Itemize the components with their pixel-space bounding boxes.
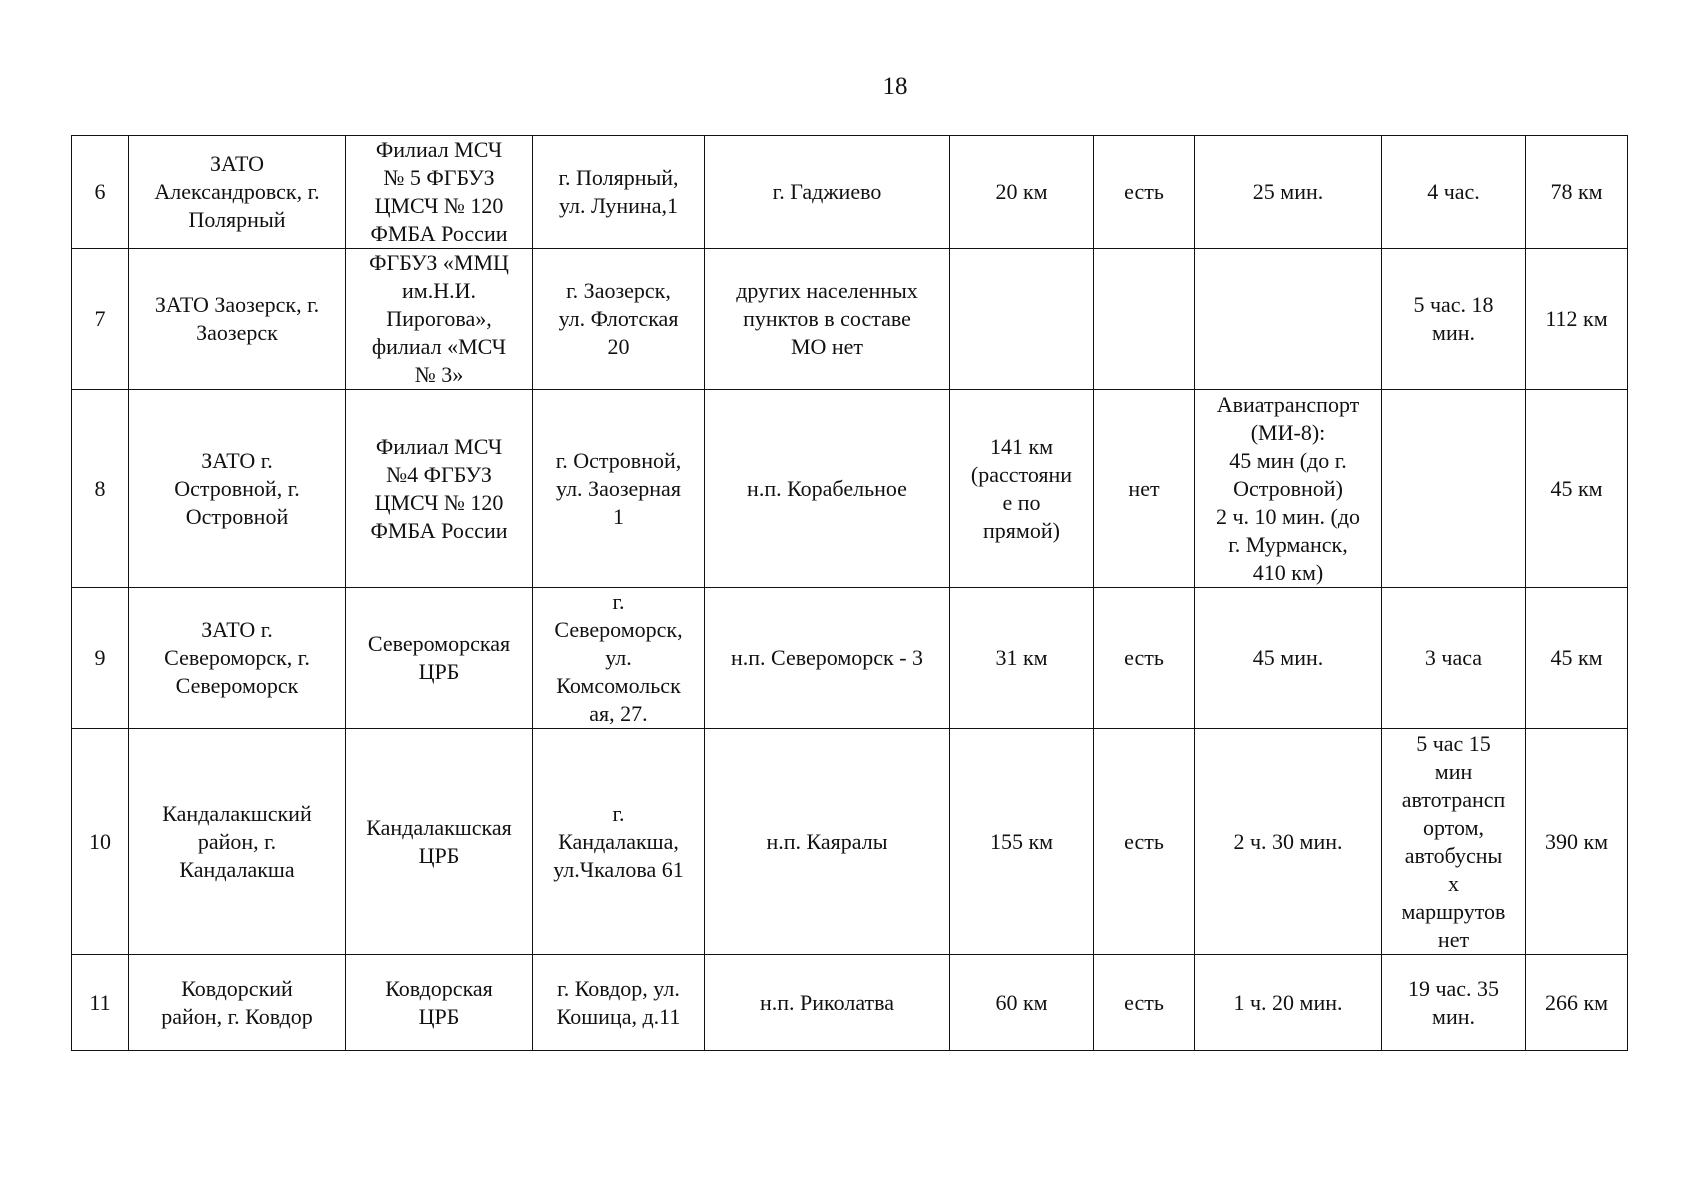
distance-to-center-cell: 112 км [1526, 249, 1628, 390]
settlement-cell: г. Гаджиево [705, 136, 950, 249]
territory-cell: ЗАТО Заозерск, г. Заозерск [129, 249, 346, 390]
distance-to-center-cell: 45 км [1526, 588, 1628, 729]
distance-to-center-cell: 78 км [1526, 136, 1628, 249]
settlement-cell: н.п. Корабельное [705, 390, 950, 588]
travel-time-cell: 1 ч. 20 мин. [1195, 955, 1382, 1051]
transport-cell: нет [1094, 390, 1195, 588]
settlement-cell: н.п. Риколатва [705, 955, 950, 1051]
settlement-cell: других населенных пунктов в составе МО нет [705, 249, 950, 390]
row-number-cell: 7 [72, 249, 129, 390]
row-number-cell: 6 [72, 136, 129, 249]
distance-cell: 60 км [950, 955, 1094, 1051]
row-number-cell: 8 [72, 390, 129, 588]
time-to-center-cell: 19 час. 35 мин. [1382, 955, 1526, 1051]
distance-cell: 155 км [950, 729, 1094, 955]
facility-cell: Ковдорская ЦРБ [346, 955, 533, 1051]
settlement-cell: н.п. Каяралы [705, 729, 950, 955]
distance-to-center-cell: 266 км [1526, 955, 1628, 1051]
table-row [72, 588, 1628, 729]
address-cell: г. Кандалакша, ул.Чкалова 61 [533, 729, 705, 955]
travel-time-cell: Авиатранспорт (МИ-8): 45 мин (до г. Островной) 2 ч. 10 мин. (до г. Мурманск, 410 км) [1195, 390, 1382, 588]
time-to-center-cell: 4 час. [1382, 136, 1526, 249]
territory-cell: ЗАТО г. Североморск, г. Североморск [129, 588, 346, 729]
territory-cell: ЗАТО Александровск, г. Полярный [129, 136, 346, 249]
facility-cell: Филиал МСЧ № 5 ФГБУЗ ЦМСЧ № 120 ФМБА России [346, 136, 533, 249]
data-table [71, 135, 1628, 1051]
time-to-center-cell: 3 часа [1382, 588, 1526, 729]
distance-to-center-cell: 390 км [1526, 729, 1628, 955]
transport-cell: есть [1094, 136, 1195, 249]
time-to-center-cell: 5 час 15 мин автотрансп ортом, автобусны х маршрутов нет [1382, 729, 1526, 955]
territory-cell: Ковдорский район, г. Ковдор [129, 955, 346, 1051]
table-row [72, 729, 1628, 955]
table-row [72, 390, 1628, 588]
travel-time-cell: 25 мин. [1195, 136, 1382, 249]
address-cell: г. Ковдор, ул. Кошица, д.11 [533, 955, 705, 1051]
transport-cell [1094, 249, 1195, 390]
transport-cell: есть [1094, 588, 1195, 729]
row-number-cell: 9 [72, 588, 129, 729]
facility-cell: ФГБУЗ «ММЦ им.Н.И. Пирогова», филиал «МСЧ № 3» [346, 249, 533, 390]
table-row [72, 136, 1628, 249]
territory-cell: Кандалакшский район, г. Кандалакша [129, 729, 346, 955]
time-to-center-cell: 5 час. 18 мин. [1382, 249, 1526, 390]
table-row [72, 955, 1628, 1051]
distance-cell: 141 км (расстояни е по прямой) [950, 390, 1094, 588]
address-cell: г. Островной, ул. Заозерная 1 [533, 390, 705, 588]
page-number: 18 [882, 73, 908, 100]
travel-time-cell [1195, 249, 1382, 390]
transport-cell: есть [1094, 955, 1195, 1051]
address-cell: г. Полярный, ул. Лунина,1 [533, 136, 705, 249]
travel-time-cell: 2 ч. 30 мин. [1195, 729, 1382, 955]
distance-cell [950, 249, 1094, 390]
distance-to-center-cell: 45 км [1526, 390, 1628, 588]
distance-cell: 31 км [950, 588, 1094, 729]
territory-cell: ЗАТО г. Островной, г. Островной [129, 390, 346, 588]
time-to-center-cell [1382, 390, 1526, 588]
facility-cell: Филиал МСЧ №4 ФГБУЗ ЦМСЧ № 120 ФМБА России [346, 390, 533, 588]
facility-cell: Кандалакшская ЦРБ [346, 729, 533, 955]
table-row [72, 249, 1628, 390]
facility-cell: Североморская ЦРБ [346, 588, 533, 729]
settlement-cell: н.п. Североморск - 3 [705, 588, 950, 729]
distance-cell: 20 км [950, 136, 1094, 249]
transport-cell: есть [1094, 729, 1195, 955]
travel-time-cell: 45 мин. [1195, 588, 1382, 729]
address-cell: г. Североморск, ул. Комсомольск ая, 27. [533, 588, 705, 729]
row-number-cell: 10 [72, 729, 129, 955]
row-number-cell: 11 [72, 955, 129, 1051]
address-cell: г. Заозерск, ул. Флотская 20 [533, 249, 705, 390]
